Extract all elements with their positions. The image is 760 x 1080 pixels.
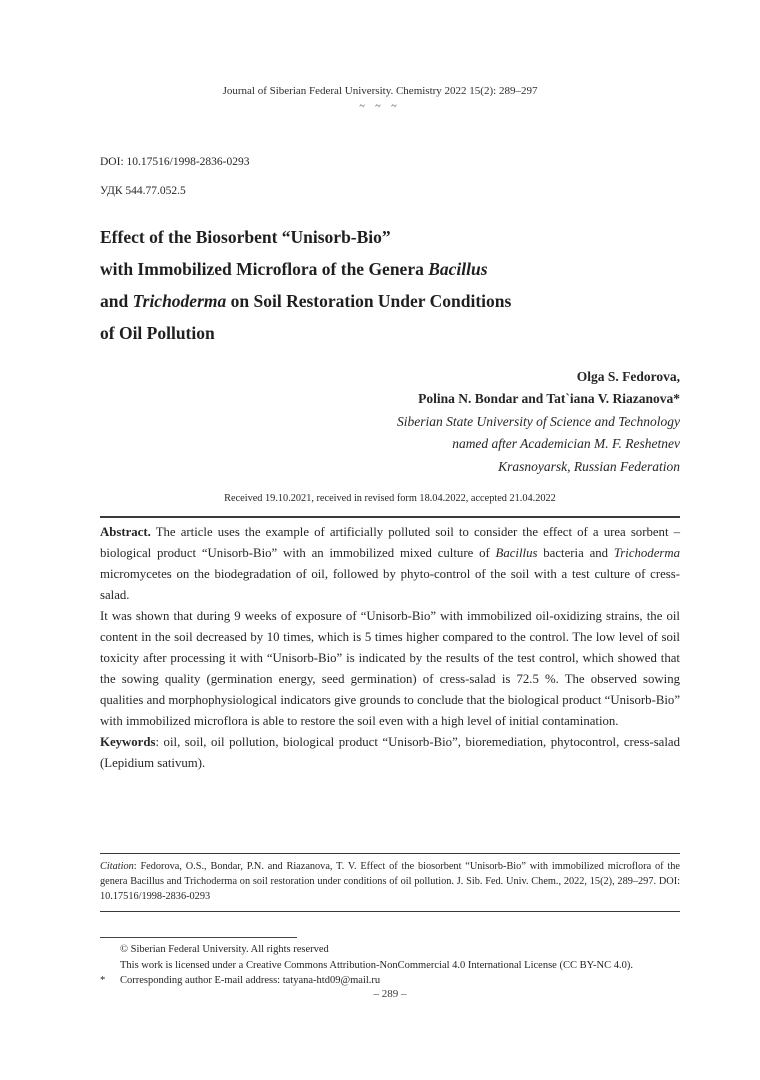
license-line: This work is licensed under a Creative Commons Attribution-NonCommercial 4.0 International License (CC BY-NC 4.0).	[120, 959, 633, 971]
udk-line: УДК 544.77.052.5	[100, 185, 186, 197]
abstract-paragraph-1: Abstract. The article uses the example of artificially polluted soil to consider the effect of a urea sorbent – biological product “Unisorb-Bio” with an immobilized mixed culture of Bacillus bacteria and Trichoderma micromycetes on the biodegradation of oil, followed by phyto-control of the soil with a test culture of cress-salad.	[100, 525, 680, 602]
author-name-2: Polina N. Bondar and Tat`iana V. Riazanova*	[418, 391, 680, 407]
author-name-1: Olga S. Fedorova,	[576, 369, 680, 384]
article-title	[100, 221, 680, 349]
copyright-line: © Siberian Federal University. All rights reserved	[120, 944, 329, 955]
corresponding-author-line: * Corresponding author E-mail address: tatyana-htd09@mail.ru	[100, 973, 680, 989]
genus-trichoderma: Trichoderma	[132, 291, 227, 311]
footnote-asterisk: *	[100, 975, 106, 987]
citation-block: Citation: Fedorova, O.S., Bondar, P.N. and Riazanova, T. V. Effect of the biosorbent “Unisorb-Bio” with immobilized microflora of the genera Bacillus and Trichoderma on soil restoration under conditions of oil pollution. J. Sib. Fed. Univ. Chem., 2022, 15(2), 289–297. DOI: 10.17516/1998-2836-0293	[100, 853, 680, 912]
citation-label: Citation	[100, 861, 134, 872]
genus-bacillus-abstract: Bacillus	[495, 546, 538, 560]
abstract-section	[100, 522, 680, 774]
divider-rule-top	[100, 516, 680, 518]
title-line-4: of Oil Pollution	[100, 323, 215, 343]
footnote-divider	[100, 937, 297, 938]
ornament-tildes: ~ ~ ~	[359, 101, 401, 112]
genus-bacillus: Bacillus	[428, 259, 488, 279]
doi-line: DOI: 10.17516/1998-2836-0293	[100, 156, 250, 168]
journal-header: Journal of Siberian Federal University. Chemistry 2022 15(2): 289–297	[222, 85, 538, 97]
footer-block	[100, 942, 680, 989]
title-line-1: Effect of the Biosorbent “Unisorb-Bio”	[100, 227, 391, 247]
abstract-label: Abstract.	[100, 525, 151, 539]
keywords-line: Keywords: oil, soil, oil pollution, biological product “Unisorb-Bio”, bioremediation, phytocontrol, cress-salad (Lepidium sativum).	[100, 735, 680, 770]
received-dates: Received 19.10.2021, received in revised form 18.04.2022, accepted 21.04.2022	[224, 493, 556, 504]
page-number: – 289 –	[373, 988, 407, 1000]
affiliation-line-2: named after Academician M. F. Reshetnev	[452, 436, 680, 452]
abstract-paragraph-2: It was shown that during 9 weeks of exposure of “Unisorb-Bio” with immobilized oil-oxidizing strains, the oil content in the soil decreased by 10 times, which is 5 times higher compared to the control. The low level of soil toxicity after processing it with “Unisorb-Bio” is indicated by the results of the test control, which showed that the sowing quality (germination energy, seed germination) of cress-salad is 72.5 %. The observed sowing qualities and morphophysiological indicators give grounds to conclude that the biological product “Unisorb-Bio” with immobilized microflora is able to restore the soil even with a high level of initial contamination.	[100, 609, 680, 728]
title-line-3: and Trichoderma on Soil Restoration Under Conditions	[100, 291, 512, 311]
authors-block	[100, 366, 680, 478]
affiliation-line-1: Siberian State University of Science and Technology	[397, 413, 680, 429]
affiliation-line-3: Krasnoyarsk, Russian Federation	[498, 458, 680, 474]
title-line-2: with Immobilized Microflora of the Genera Bacillus	[100, 259, 488, 279]
keywords-label: Keywords	[100, 735, 156, 749]
genus-trichoderma-abstract: Trichoderma	[613, 546, 680, 560]
